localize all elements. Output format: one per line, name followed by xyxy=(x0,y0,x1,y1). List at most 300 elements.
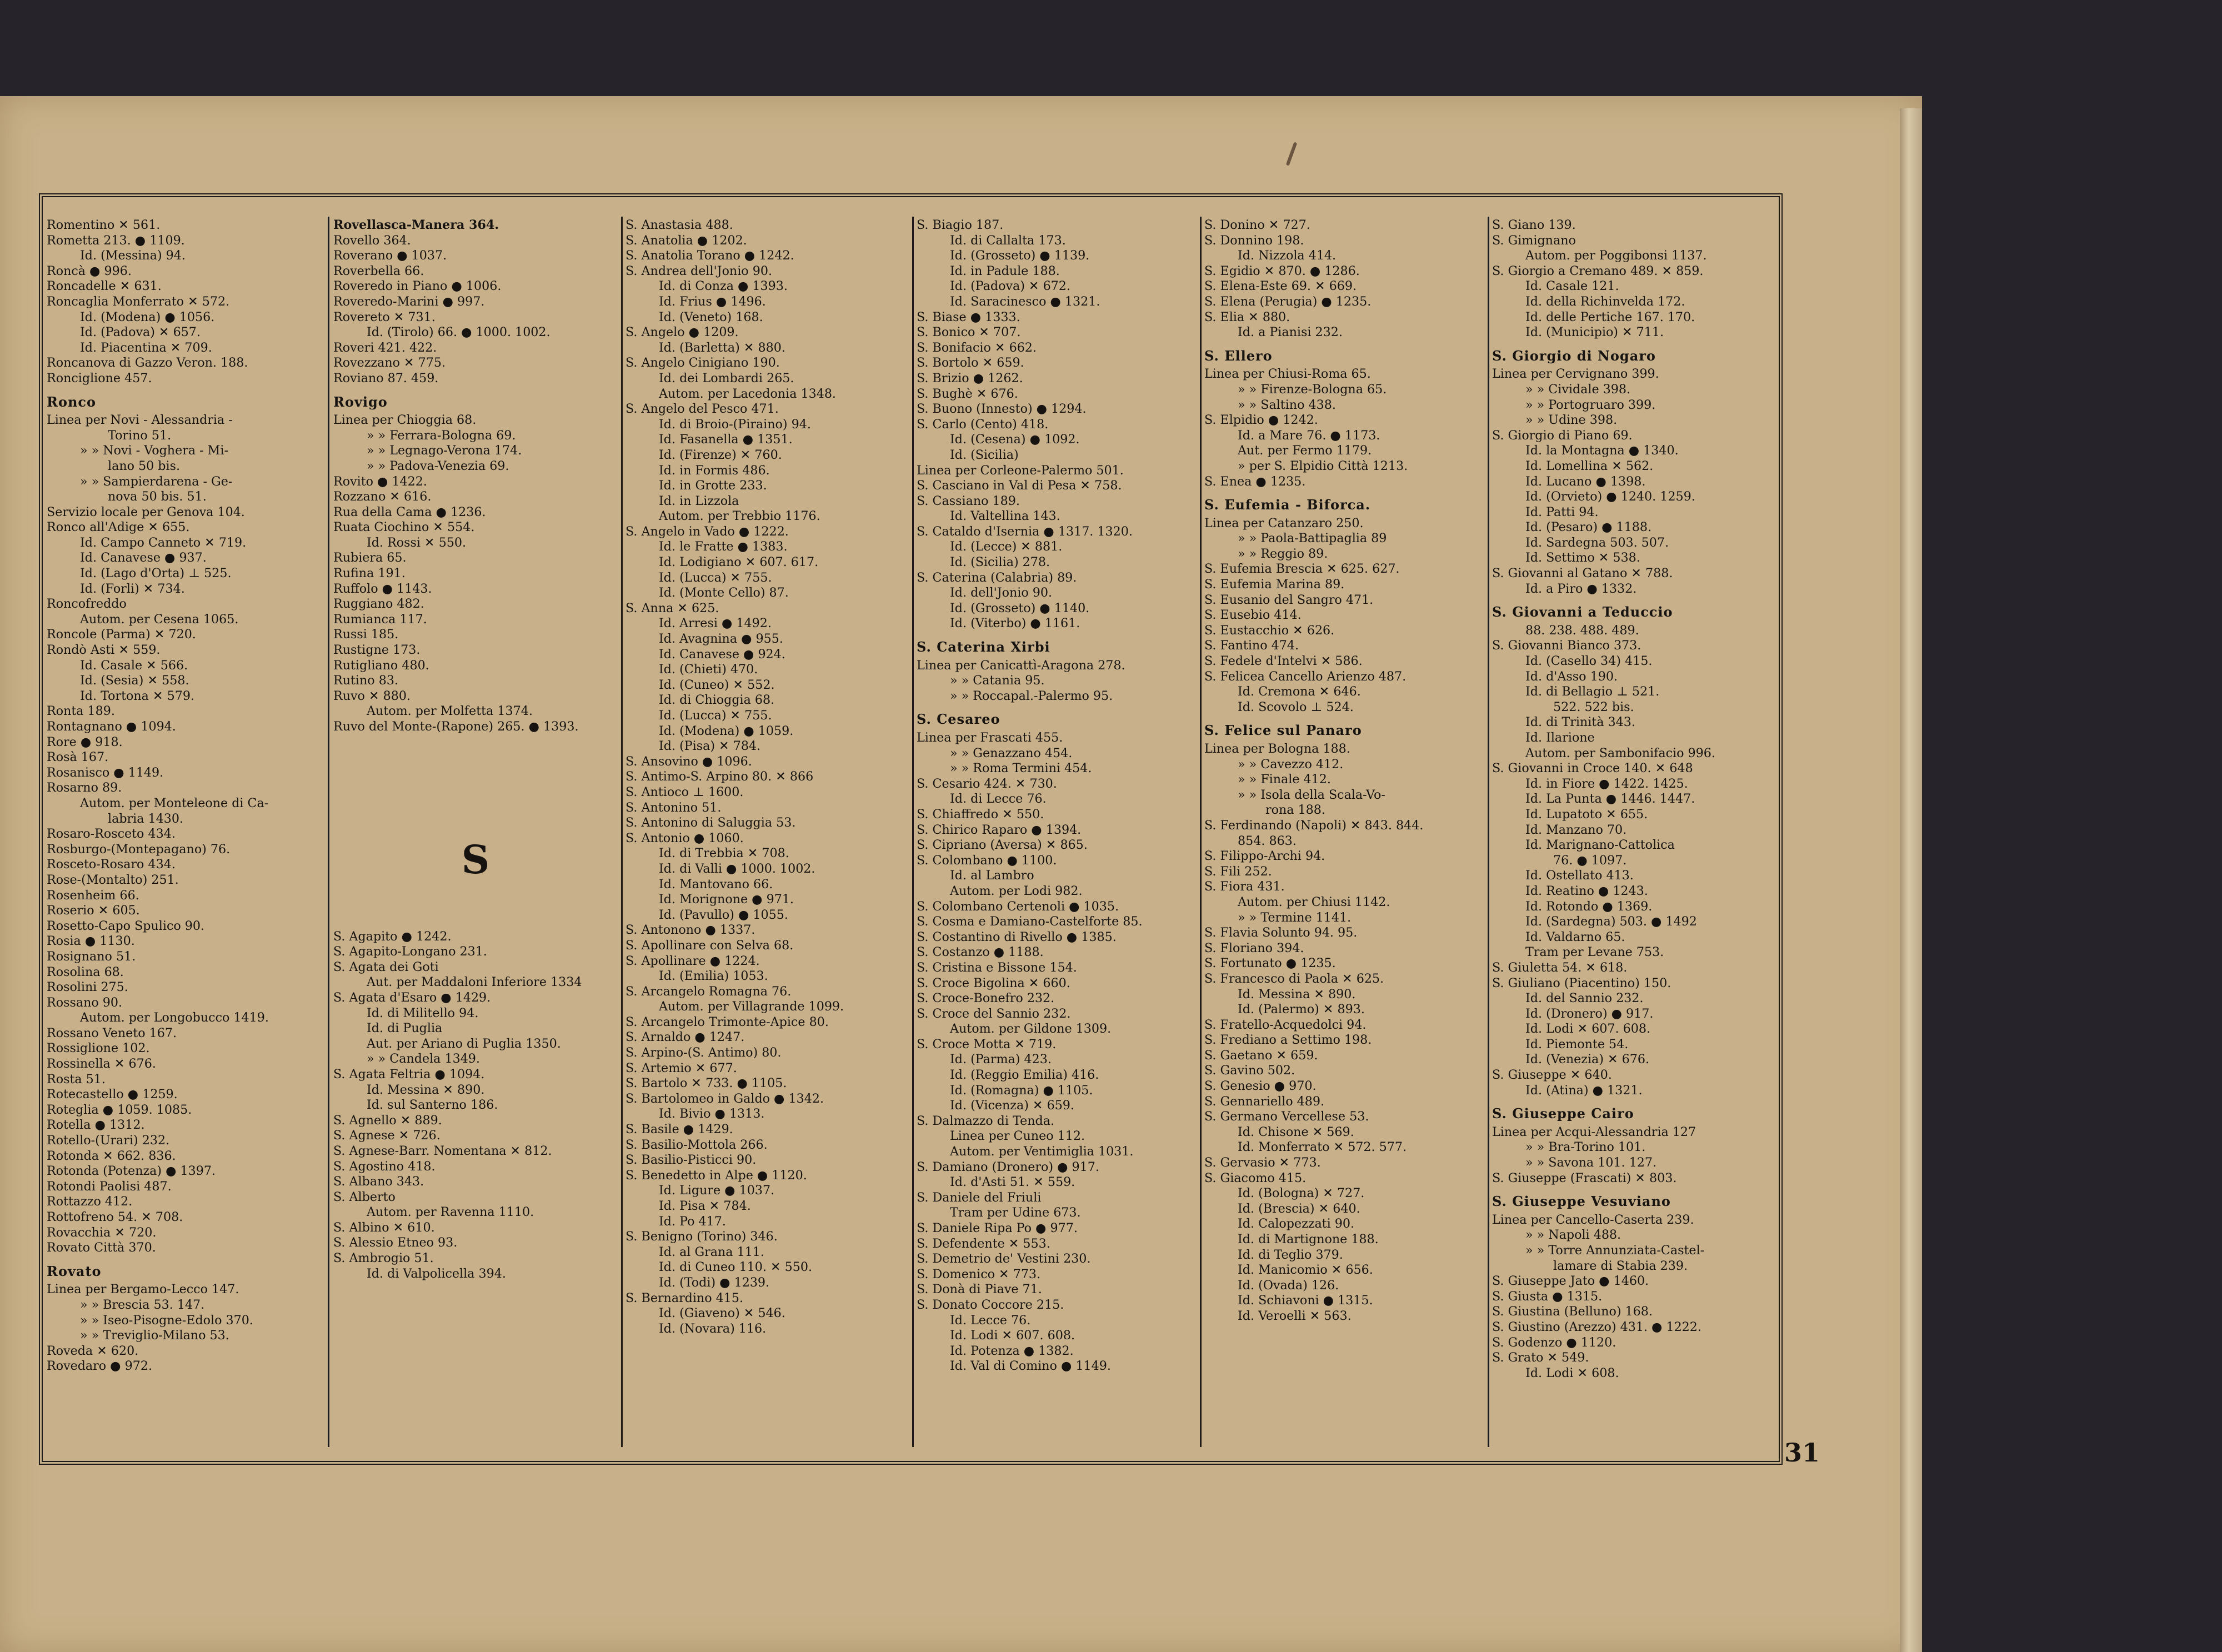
index-entry: » » Roccapal.-Palermo 95. xyxy=(950,688,1113,703)
index-entry: S. Apollinare con Selva 68. xyxy=(625,938,794,953)
index-entry: Linea per Frascati 455. xyxy=(917,730,1063,745)
index-entry: S. Elpidio ● 1242. xyxy=(1204,413,1318,428)
index-entry: » » Padova-Venezia 69. xyxy=(367,458,509,473)
index-entry: Rovato Città 370. xyxy=(47,1240,156,1255)
index-entry: S. Genesio ● 970. xyxy=(1204,1079,1317,1094)
index-entry: » » Roma Termini 454. xyxy=(950,761,1092,776)
index-entry: Id. Schiavoni ● 1315. xyxy=(1238,1293,1373,1308)
index-entry: Id. (Modena) ● 1056. xyxy=(80,309,215,324)
index-entry: Rovellasca-Manera 364. xyxy=(333,218,499,232)
index-entry: Id. di Conza ● 1393. xyxy=(659,279,788,294)
index-entry: Autom. per Poggibonsi 1137. xyxy=(1525,248,1707,263)
index-entry: Id. Lucano ● 1398. xyxy=(1525,474,1646,489)
index-column-1 xyxy=(47,218,324,1445)
index-entry: S. Chiaffredo ✕ 550. xyxy=(917,807,1044,822)
index-entry: Id. (Novara) 116. xyxy=(659,1321,767,1336)
index-entry: Id. di Broio-(Piraino) 94. xyxy=(659,417,811,432)
index-entry: Id. Po 417. xyxy=(659,1214,726,1229)
index-entry: Id. (Lucca) ✕ 755. xyxy=(659,570,772,585)
index-entry: Aut. per Fermo 1179. xyxy=(1238,443,1372,458)
index-entry: Rosanisco ● 1149. xyxy=(47,765,164,780)
index-entry: S. Albano 343. xyxy=(333,1174,424,1189)
index-entry: Id. (Pavullo) ● 1055. xyxy=(659,907,788,922)
index-entry: S. Bartolo ✕ 733. ● 1105. xyxy=(625,1076,787,1091)
index-entry: Linea per Bologna 188. xyxy=(1204,742,1350,756)
index-entry: S. Giuletta 54. ✕ 618. xyxy=(1492,960,1628,975)
index-entry: Autom. per Ravenna 1110. xyxy=(367,1205,534,1220)
index-entry: Id. sul Santerno 186. xyxy=(367,1098,498,1113)
index-entry: Id. Messina ✕ 890. xyxy=(1238,987,1356,1002)
index-entry: S. Giovanni Bianco 373. xyxy=(1492,638,1642,653)
index-entry: » » Cavezzo 412. xyxy=(1238,757,1344,772)
index-entry: Id. (Firenze) ✕ 760. xyxy=(659,447,782,462)
index-entry: Autom. per Villagrande 1099. xyxy=(659,999,844,1014)
index-entry: 854. 863. xyxy=(1238,833,1297,848)
index-entry: Id. Ilarione xyxy=(1525,730,1595,745)
index-entry: Autom. per Trebbio 1176. xyxy=(659,509,820,524)
index-entry: Id. Campo Canneto ✕ 719. xyxy=(80,535,247,550)
index-entry: Ruggiano 482. xyxy=(333,597,424,612)
index-entry: Rosburgo-(Montepagano) 76. xyxy=(47,842,231,857)
index-entry: Id. Tortona ✕ 579. xyxy=(80,688,195,703)
index-entry: Rovacchia ✕ 720. xyxy=(47,1225,157,1240)
index-entry: Id. (Cesena) ● 1092. xyxy=(950,432,1080,447)
index-entry: Id. (Dronero) ● 917. xyxy=(1525,1006,1654,1021)
index-entry: Id. Val di Comino ● 1149. xyxy=(950,1359,1111,1374)
index-entry: Roserio ✕ 605. xyxy=(47,903,140,918)
index-entry: Id. Nizzola 414. xyxy=(1238,248,1337,263)
index-entry: Id. dell'Jonio 90. xyxy=(950,585,1053,600)
index-entry: » » Treviglio-Milano 53. xyxy=(80,1328,229,1343)
index-entry: Id. di Cuneo 110. ✕ 550. xyxy=(659,1260,813,1275)
index-entry: Id. Manzano 70. xyxy=(1525,822,1627,837)
index-entry: S. Arcangelo Romagna 76. xyxy=(625,984,792,999)
index-entry: » » Portogruaro 399. xyxy=(1525,397,1656,412)
index-entry: Id. Lupatoto ✕ 655. xyxy=(1525,807,1648,822)
index-entry: Id. Lodi ✕ 607. 608. xyxy=(950,1328,1075,1343)
index-entry: S. Agata dei Goti xyxy=(333,959,439,974)
index-entry: Id. Calopezzati 90. xyxy=(1238,1217,1355,1232)
index-entry: Id. Cremona ✕ 646. xyxy=(1238,684,1361,699)
index-entry: Rotella ● 1312. xyxy=(47,1118,145,1133)
index-entry: S. Cipriano (Aversa) ✕ 865. xyxy=(917,838,1088,853)
index-entry: Autom. per Sambonifacio 996. xyxy=(1525,745,1715,760)
index-entry: Id. d'Asti 51. ✕ 559. xyxy=(950,1175,1075,1190)
column-divider xyxy=(1488,217,1489,1447)
section-heading: S. Giovanni a Teduccio xyxy=(1492,604,1673,620)
index-entry: Autom. per Monteleone di Ca- xyxy=(80,795,269,810)
index-entry: S. Angelo ● 1209. xyxy=(625,325,739,340)
index-entry: Id. al Lambro xyxy=(950,868,1034,883)
index-entry: S. Angelo in Vado ● 1222. xyxy=(625,524,789,539)
index-entry: Id. (Grosseto) ● 1139. xyxy=(950,248,1090,263)
index-entry: Rosignano 51. xyxy=(47,949,136,964)
section-heading: S. Ellero xyxy=(1204,347,1273,364)
index-entry: Rossinella ✕ 676. xyxy=(47,1057,156,1072)
index-entry: Id. (Grosseto) ● 1140. xyxy=(950,600,1090,615)
index-entry: » » Napoli 488. xyxy=(1525,1228,1622,1243)
index-entry: S. Flavia Solunto 94. 95. xyxy=(1204,925,1358,940)
index-entry: Rovereto ✕ 731. xyxy=(333,309,436,324)
index-entry: Id. la Montagna ● 1340. xyxy=(1525,443,1679,458)
index-entry: Ruvo del Monte-(Rapone) 265. ● 1393. xyxy=(333,719,579,734)
index-entry: Roveredo in Piano ● 1006. xyxy=(333,279,502,294)
index-entry: » » Catania 95. xyxy=(950,673,1045,688)
index-entry: Id. a Pianisi 232. xyxy=(1238,325,1343,340)
index-entry: S. Chirico Raparo ● 1394. xyxy=(917,822,1082,837)
index-entry: Id. (Viterbo) ● 1161. xyxy=(950,616,1080,631)
index-entry: Rossano 90. xyxy=(47,995,123,1010)
index-entry: S. Anna ✕ 625. xyxy=(625,600,719,615)
index-entry: Id. Saracinesco ● 1321. xyxy=(950,294,1100,309)
index-entry: S. Bonifacio ✕ 662. xyxy=(917,340,1037,355)
index-entry: S. Colombano Certenoli ● 1035. xyxy=(917,899,1119,914)
index-entry: Id. (Cuneo) ✕ 552. xyxy=(659,677,775,692)
index-entry: Id. Settimo ✕ 538. xyxy=(1525,550,1640,565)
index-entry: Id. le Fratte ● 1383. xyxy=(659,539,788,554)
index-entry: Id. Pisa ✕ 784. xyxy=(659,1199,751,1213)
index-entry: » » Torre Annunziata-Castel- xyxy=(1525,1243,1705,1258)
section-heading: S. Caterina Xirbi xyxy=(917,639,1050,655)
index-entry: » » Candela 1349. xyxy=(367,1052,480,1067)
index-entry: Linea per Chioggia 68. xyxy=(333,413,477,428)
index-entry: Id. Lodi ✕ 608. xyxy=(1525,1365,1619,1380)
index-entry: S. Eufemia Marina 89. xyxy=(1204,577,1345,592)
index-entry: Id. Arresi ● 1492. xyxy=(659,616,772,631)
index-entry: Id. Scovolo ⊥ 524. xyxy=(1238,699,1354,714)
index-entry: S. Elena-Este 69. ✕ 669. xyxy=(1204,279,1357,294)
index-entry: » » Udine 398. xyxy=(1525,413,1618,428)
index-entry: S. Giuseppe ✕ 640. xyxy=(1492,1068,1612,1083)
index-entry: Aut. per Ariano di Puglia 1350. xyxy=(367,1036,561,1051)
index-entry: » » Bra-Torino 101. xyxy=(1525,1140,1646,1155)
index-entry: » » Firenze-Bologna 65. xyxy=(1238,382,1387,397)
index-entry: S. Arnaldo ● 1247. xyxy=(625,1030,745,1045)
index-entry: Rozzano ✕ 616. xyxy=(333,489,432,504)
index-entry: Id. (Giaveno) ✕ 546. xyxy=(659,1306,785,1321)
index-entry: Rondò Asti ✕ 559. xyxy=(47,643,161,658)
index-entry: Id. d'Asso 190. xyxy=(1525,669,1618,684)
section-heading: S. Giuseppe Vesuviano xyxy=(1492,1193,1671,1210)
letter-heading: S xyxy=(461,836,490,883)
index-entry: Id. Veroelli ✕ 563. xyxy=(1238,1308,1352,1323)
index-entry: Id. Casale 121. xyxy=(1525,279,1619,294)
index-entry: S. Giorgio di Piano 69. xyxy=(1492,428,1633,443)
index-entry: Autom. per Cesena 1065. xyxy=(80,612,239,627)
index-entry: Id. Manicomio ✕ 656. xyxy=(1238,1263,1373,1278)
index-entry: Ruffolo ● 1143. xyxy=(333,581,432,596)
index-entry: Id. Potenza ● 1382. xyxy=(950,1343,1074,1358)
index-entry: S. Donnino 198. xyxy=(1204,233,1304,248)
index-entry: Torino 51. xyxy=(108,428,172,443)
index-entry: » » Legnago-Verona 174. xyxy=(367,443,522,458)
index-entry: Id. (Messina) 94. xyxy=(80,248,186,263)
index-entry: Russi 185. xyxy=(333,627,399,642)
index-entry: Roveredo-Marini ● 997. xyxy=(333,294,485,309)
index-entry: Roncaglia Monferrato ✕ 572. xyxy=(47,294,230,309)
index-entry: Rotonda (Potenza) ● 1397. xyxy=(47,1164,216,1179)
index-entry: Id. delle Pertiche 167. 170. xyxy=(1525,309,1695,324)
index-entry: S. Egidio ✕ 870. ● 1286. xyxy=(1204,263,1360,278)
index-entry: Id. (Bologna) ✕ 727. xyxy=(1238,1186,1365,1201)
index-entry: S. Fedele d'Intelvi ✕ 586. xyxy=(1204,654,1363,669)
index-entry: Id. (Vicenza) ✕ 659. xyxy=(950,1098,1074,1113)
index-entry: S. Anastasia 488. xyxy=(625,218,733,232)
index-entry: Id. (Padova) ✕ 672. xyxy=(950,279,1070,294)
index-entry: Id. (Emilia) 1053. xyxy=(659,969,768,984)
index-entry: Autom. per Longobucco 1419. xyxy=(80,1010,269,1025)
index-entry: S. Floriano 394. xyxy=(1204,940,1304,955)
index-entry: Id. (Ovada) 126. xyxy=(1238,1278,1339,1293)
index-entry: Romentino ✕ 561. xyxy=(47,218,161,232)
index-entry: nova 50 bis. 51. xyxy=(108,489,207,504)
index-entry: Id. a Mare 76. ● 1173. xyxy=(1238,428,1380,443)
section-heading: S. Felice sul Panaro xyxy=(1204,722,1362,739)
index-entry: S. Giustina (Belluno) 168. xyxy=(1492,1304,1653,1319)
index-entry: S. Antonino di Saluggia 53. xyxy=(625,815,796,830)
index-entry: Id. Piemonte 54. xyxy=(1525,1037,1629,1052)
index-entry: Id. Ostellato 413. xyxy=(1525,868,1634,883)
index-entry: » » Paola-Battipaglia 89 xyxy=(1238,531,1387,546)
index-entry: S. Gervasio ✕ 773. xyxy=(1204,1155,1321,1170)
index-entry: S. Donà di Piave 71. xyxy=(917,1282,1042,1297)
index-entry: S. Giano 139. xyxy=(1492,218,1576,232)
index-entry: Roncà ● 996. xyxy=(47,263,132,278)
index-entry xyxy=(333,813,618,824)
index-entry: » » Sampierdarena - Ge- xyxy=(80,474,233,489)
index-entry: S. Domenico ✕ 773. xyxy=(917,1266,1041,1281)
index-entry: S. Fratello-Acquedolci 94. xyxy=(1204,1017,1367,1032)
index-entry: S. Angelo Cinigiano 190. xyxy=(625,356,780,371)
index-entry: Servizio locale per Genova 104. xyxy=(47,504,245,519)
index-entry: 88. 238. 488. 489. xyxy=(1525,623,1639,638)
index-entry: S. Giuseppe Jato ● 1460. xyxy=(1492,1274,1649,1289)
section-heading: Rovigo xyxy=(333,393,388,410)
index-entry: S. Gaetano ✕ 659. xyxy=(1204,1048,1318,1063)
index-entry: Roviano 87. 459. xyxy=(333,371,439,386)
index-entry: Id. Rotondo ● 1369. xyxy=(1525,899,1653,914)
index-entry: S. Antimo-S. Arpino 80. ✕ 866 xyxy=(625,769,814,784)
index-entry: S. Bernardino 415. xyxy=(625,1290,744,1305)
index-entry: Id. di Valli ● 1000. 1002. xyxy=(659,861,815,876)
index-entry: Rovezzano ✕ 775. xyxy=(333,356,446,371)
index-entry: Rosetto-Capo Spulico 90. xyxy=(47,918,205,933)
index-entry: S. Agata d'Esaro ● 1429. xyxy=(333,990,491,1005)
index-entry: S. Felicea Cancello Arienzo 487. xyxy=(1204,669,1407,684)
index-entry: Id. (Venezia) ✕ 676. xyxy=(1525,1052,1650,1067)
index-column-3 xyxy=(625,218,909,1445)
index-entry: Id. (Reggio Emilia) 416. xyxy=(950,1068,1099,1083)
index-entry: Id. di Martignone 188. xyxy=(1238,1232,1379,1246)
index-entry: Id. Ligure ● 1037. xyxy=(659,1183,775,1198)
index-entry: Id. (Sardegna) 503. ● 1492 xyxy=(1525,914,1697,929)
index-entry: S. Anatolia ● 1202. xyxy=(625,233,747,248)
index-entry: Id. Valtellina 143. xyxy=(950,509,1060,524)
index-entry: S. Bortolo ✕ 659. xyxy=(917,356,1024,371)
index-entry: Ruvo ✕ 880. xyxy=(333,688,411,703)
index-entry: S. Brizio ● 1262. xyxy=(917,371,1023,386)
index-entry: Id. (Casello 34) 415. xyxy=(1525,654,1653,669)
page-number: 31 xyxy=(1784,1438,1820,1468)
index-entry: S. Croce-Bonefro 232. xyxy=(917,991,1055,1006)
index-entry: Rovedaro ● 972. xyxy=(47,1359,152,1374)
index-entry: S. Anatolia Torano ● 1242. xyxy=(625,248,794,263)
index-entry: S. Gennariello 489. xyxy=(1204,1094,1325,1109)
index-entry: Autom. per Molfetta 1374. xyxy=(367,704,533,719)
index-entry: Id. (Pesaro) ● 1188. xyxy=(1525,520,1652,535)
index-entry: S. Biagio 187. xyxy=(917,218,1004,232)
index-entry: S. Dalmazzo di Tenda. xyxy=(917,1113,1055,1128)
index-entry: Rubiera 65. xyxy=(333,550,407,565)
index-entry: » » Saltino 438. xyxy=(1238,397,1336,412)
index-entry: Roncofreddo xyxy=(47,597,127,612)
index-entry: Autom. per Ventimiglia 1031. xyxy=(950,1144,1134,1159)
index-entry: S. Croce Bigolina ✕ 660. xyxy=(917,975,1070,990)
index-entry: Id. Casale ✕ 566. xyxy=(80,658,188,673)
index-entry: S. Artemio ✕ 677. xyxy=(625,1060,737,1075)
index-entry: Rosenheim 66. xyxy=(47,888,139,903)
index-entry: Rotecastello ● 1259. xyxy=(47,1087,178,1102)
index-entry: Id. (Chieti) 470. xyxy=(659,662,758,677)
index-entry xyxy=(333,885,618,896)
index-entry: S. Costanzo ● 1188. xyxy=(917,945,1044,960)
index-entry: S. Carlo (Cento) 418. xyxy=(917,417,1049,432)
index-entry: Tram per Udine 673. xyxy=(950,1205,1081,1220)
index-entry: Id. di Militello 94. xyxy=(367,1005,479,1020)
index-entry: Rosolini 275. xyxy=(47,980,128,995)
index-entry: Linea per Canicattì-Aragona 278. xyxy=(917,658,1125,673)
index-entry: Rovello 364. xyxy=(333,233,411,248)
index-entry: » » Reggio 89. xyxy=(1238,546,1328,561)
index-entry: Id. (Sesia) ✕ 558. xyxy=(80,673,189,688)
index-entry: S. Giovanni al Gatano ✕ 788. xyxy=(1492,566,1673,581)
index-entry: Id. di Trebbia ✕ 708. xyxy=(659,846,789,861)
index-entry: Id. a Piro ● 1332. xyxy=(1525,581,1637,596)
index-entry: Rose-(Montalto) 251. xyxy=(47,872,179,887)
index-entry: S. Filippo-Archi 94. xyxy=(1204,849,1325,864)
index-entry: S. Antonino 51. xyxy=(625,800,722,815)
index-entry: Id. (Romagna) ● 1105. xyxy=(950,1083,1093,1098)
index-entry: Ruata Ciochino ✕ 554. xyxy=(333,520,475,535)
index-entry: Id. di Bellagio ⊥ 521. xyxy=(1525,684,1660,699)
index-entry: Rometta 213. ● 1109. xyxy=(47,233,185,248)
index-entry xyxy=(333,735,618,746)
index-entry: S. Demetrio de' Vestini 230. xyxy=(917,1251,1091,1266)
index-entry: S. Bughè ✕ 676. xyxy=(917,386,1018,401)
index-entry: Id. La Punta ● 1446. 1447. xyxy=(1525,792,1695,807)
index-entry: S. Donino ✕ 727. xyxy=(1204,218,1310,232)
index-entry: Id. di Trinità 343. xyxy=(1525,715,1635,730)
index-entry: Rutino 83. xyxy=(333,673,398,688)
index-entry: » » Savona 101. 127. xyxy=(1525,1155,1657,1170)
index-entry: S. Giorgio a Cremano 489. ✕ 859. xyxy=(1492,263,1704,278)
index-entry: Id. Patti 94. xyxy=(1525,504,1599,519)
index-entry: S. Agnese-Barr. Nomentana ✕ 812. xyxy=(333,1143,552,1158)
index-entry: Id. Lodigiano ✕ 607. 617. xyxy=(659,555,819,570)
index-entry xyxy=(333,918,618,929)
index-entry: Linea per Bergamo-Lecco 147. xyxy=(47,1282,239,1297)
section-heading: S. Cesareo xyxy=(917,711,1000,728)
index-entry xyxy=(333,802,618,813)
index-entry: Id. (Parma) 423. xyxy=(950,1052,1052,1067)
index-column-6 xyxy=(1492,218,1773,1445)
index-entry: Rotonda ✕ 662. 836. xyxy=(47,1148,176,1163)
index-entry: S. Basilio-Mottola 266. xyxy=(625,1137,768,1152)
index-entry: Rossano Veneto 167. xyxy=(47,1025,177,1040)
index-entry: Id. Frius ● 1496. xyxy=(659,294,766,309)
index-entry: Id. Messina ✕ 890. xyxy=(367,1082,485,1097)
index-entry: Linea per Cancello-Caserta 239. xyxy=(1492,1212,1694,1227)
index-entry: Id. Lodi ✕ 607. 608. xyxy=(1525,1022,1651,1037)
index-entry: S. Cosma e Damiano-Castelforte 85. xyxy=(917,914,1143,929)
index-entry: S. Frediano a Settimo 198. xyxy=(1204,1033,1372,1048)
index-entry: S. Antonono ● 1337. xyxy=(625,923,755,938)
index-entry: Roverbella 66. xyxy=(333,263,424,278)
index-entry: S. Basilio-Pisticci 90. xyxy=(625,1153,757,1168)
index-entry: Id. Fasanella ● 1351. xyxy=(659,432,793,447)
index-entry: Id. Valdarno 65. xyxy=(1525,929,1625,944)
index-entry xyxy=(333,790,618,802)
index-entry: S. Giuliano (Piacentino) 150. xyxy=(1492,975,1671,990)
index-entry xyxy=(333,907,618,918)
index-entry: S. Casciano in Val di Pesa ✕ 758. xyxy=(917,478,1122,493)
index-entry: Id. della Richinvelda 172. xyxy=(1525,294,1685,309)
index-entry: Id. (Tirolo) 66. ● 1000. 1002. xyxy=(367,325,551,340)
index-entry: S. Arcangelo Trimonte-Apice 80. xyxy=(625,1014,829,1029)
index-entry: Id. al Grana 111. xyxy=(659,1244,764,1259)
index-entry: Linea per Novi - Alessandria - xyxy=(47,413,233,428)
index-entry: Id. Mantovano 66. xyxy=(659,877,773,892)
index-entry: Aut. per Maddaloni Inferiore 1334 xyxy=(367,975,582,990)
index-entry: 76. ● 1097. xyxy=(1553,853,1627,868)
index-entry: S. Cataldo d'Isernia ● 1317. 1320. xyxy=(917,524,1133,539)
index-entry: Rore ● 918. xyxy=(47,734,123,749)
index-entry: Id. Reatino ● 1243. xyxy=(1525,883,1648,898)
index-entry: Id. in Lizzola xyxy=(659,493,739,508)
index-entry: S. Daniele Ripa Po ● 977. xyxy=(917,1221,1078,1235)
index-entry: Id. dei Lombardi 265. xyxy=(659,371,794,386)
index-entry: S. Agnello ✕ 889. xyxy=(333,1113,442,1128)
index-entry: S. Croce Motta ✕ 719. xyxy=(917,1037,1057,1052)
index-entry: S. Defendente ✕ 553. xyxy=(917,1236,1050,1251)
index-column-2 xyxy=(333,218,618,1445)
index-entry: S. Caterina (Calabria) 89. xyxy=(917,570,1077,585)
index-entry: Id. Monferrato ✕ 572. 577. xyxy=(1238,1140,1407,1155)
index-entry: Rottazzo 412. xyxy=(47,1194,133,1209)
index-entry: S. Apollinare ● 1224. xyxy=(625,953,760,968)
index-entry: lamare di Stabia 239. xyxy=(1553,1258,1688,1273)
index-entry: Rossiglione 102. xyxy=(47,1041,150,1056)
index-entry: Linea per Acqui-Alessandria 127 xyxy=(1492,1124,1696,1139)
index-entry: Id. (Municipio) ✕ 711. xyxy=(1525,325,1664,340)
index-entry: Id. del Sannio 232. xyxy=(1525,991,1644,1006)
index-column-5 xyxy=(1204,218,1484,1445)
index-entry: S. Fantino 474. xyxy=(1204,638,1299,653)
index-entry: Rosta 51. xyxy=(47,1072,106,1087)
index-entry: Ronco all'Adige ✕ 655. xyxy=(47,520,190,535)
index-entry: S. Arpino-(S. Antimo) 80. xyxy=(625,1045,782,1060)
index-entry: Rosarno 89. xyxy=(47,780,122,795)
index-entry: Rovito ● 1422. xyxy=(333,474,427,489)
index-entry: S. Grato ✕ 549. xyxy=(1492,1350,1589,1365)
index-entry: Id. (Palermo) ✕ 893. xyxy=(1238,1002,1365,1017)
section-heading: S. Eufemia - Biforca. xyxy=(1204,497,1371,513)
index-entry: Id. Marignano-Cattolica xyxy=(1525,838,1675,853)
index-entry: » » Ferrara-Bologna 69. xyxy=(367,428,516,443)
index-entry: S. Cassiano 189. xyxy=(917,493,1020,508)
index-entry: Id. Rossi ✕ 550. xyxy=(367,535,467,550)
index-entry: Id. Lecce 76. xyxy=(950,1313,1031,1328)
